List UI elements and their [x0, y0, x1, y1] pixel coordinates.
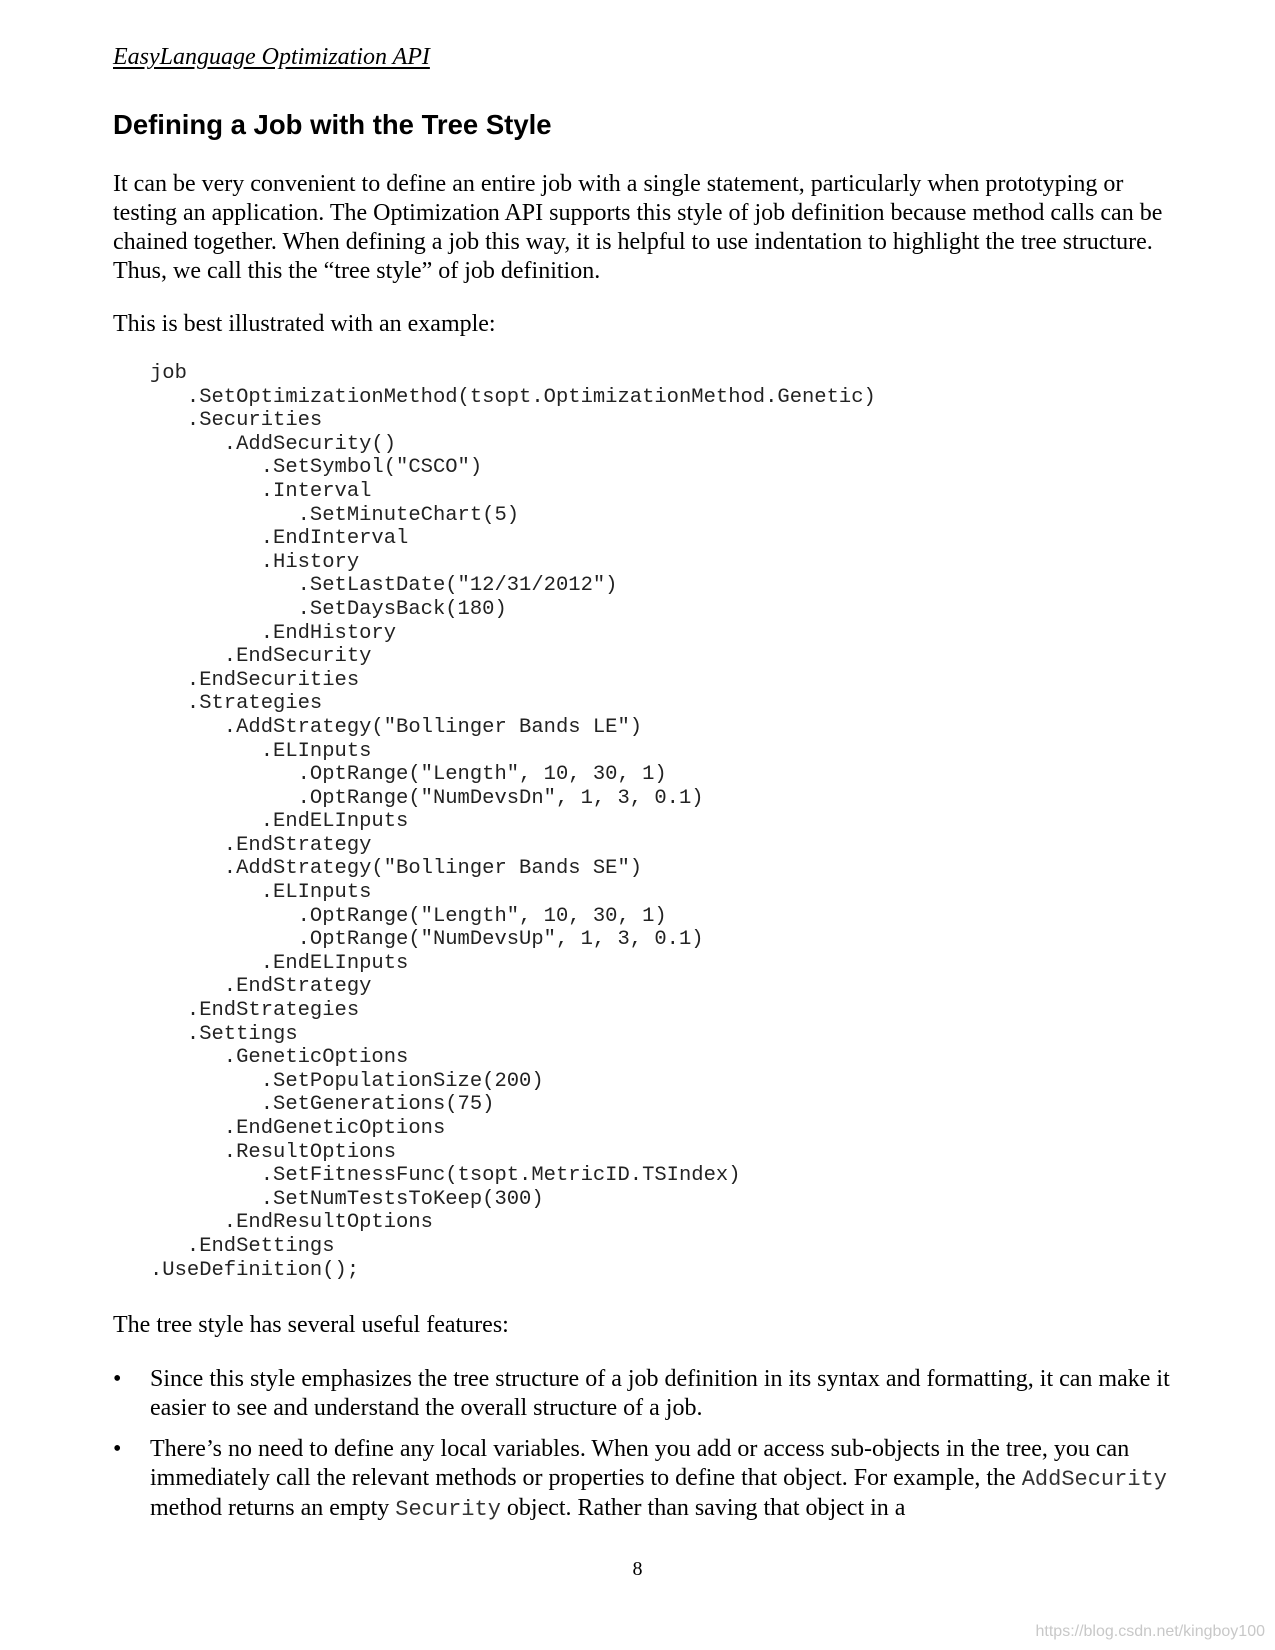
- inline-code: AddSecurity: [1021, 1467, 1167, 1492]
- code-listing: job .SetOptimizationMethod(tsopt.OptimizationMethod.Genetic) .Securities .AddSecurity() .SetSymbol("CSCO") .Interval .SetMinuteChart(5) .EndInterval .History .SetLastDate("12/31/2012") .SetDaysBack(180) .EndHistory .EndSecurity .EndSecurities .Strategies .AddStrategy("Bollinger Bands LE") .ELInputs .OptRange("Length", 10, 30, 1) .OptRange("NumDevsDn", 1, 3, 0.1) .EndELInputs .EndStrategy .AddStrategy("Bollinger Bands SE") .ELInputs .OptRange("Length", 10, 30, 1) .OptRange("NumDevsUp", 1, 3, 0.1) .EndELInputs .EndStrategy .EndStrategies .Settings .GeneticOptions .SetPopulationSize(200) .SetGenerations(75) .EndGeneticOptions .ResultOptions .SetFitnessFunc(tsopt.MetricID.TSIndex) .SetNumTestsToKeep(300) .EndResultOptions .EndSettings .UseDefinition();: [150, 362, 876, 1282]
- list-item-text: method returns an empty: [150, 1495, 396, 1521]
- page-number: 8: [632, 1558, 643, 1580]
- watermark: https://blog.csdn.net/kingboy100: [1035, 1623, 1265, 1640]
- list-item-text: object. Rather than saving that object in a: [500, 1495, 906, 1521]
- running-header: EasyLanguage Optimization API: [113, 44, 430, 70]
- features-lead-paragraph: The tree style has several useful features:: [113, 1312, 509, 1338]
- list-item: [113, 1435, 1173, 1524]
- inline-code: Security: [395, 1497, 501, 1522]
- bullet-icon: •: [113, 1366, 122, 1392]
- list-item-text: Since this style emphasizes the tree structure of a job definition in its syntax and formatting, it can make it easier to see and understand the overall structure of a job.: [150, 1366, 1170, 1421]
- list-item-text: There’s no need to define any local variables. When you add or access sub-objects in the tree, you can immediately call the relevant methods or properties to define that object. For example, the: [150, 1436, 1130, 1491]
- intro-paragraph: It can be very convenient to define an entire job with a single statement, particularly when prototyping or testing an application. The Optimization API supports this style of job definition because method calls can be chained together. When defining a job this way, it is helpful to use indentation to highlight the tree structure. Thus, we call this the “tree style” of job definition.: [113, 171, 1163, 284]
- section-heading: Defining a Job with the Tree Style: [113, 109, 552, 140]
- bullet-icon: •: [113, 1436, 122, 1462]
- features-list: [113, 1365, 1173, 1536]
- example-lead-paragraph: This is best illustrated with an example:: [113, 311, 496, 337]
- list-item: [113, 1365, 1173, 1423]
